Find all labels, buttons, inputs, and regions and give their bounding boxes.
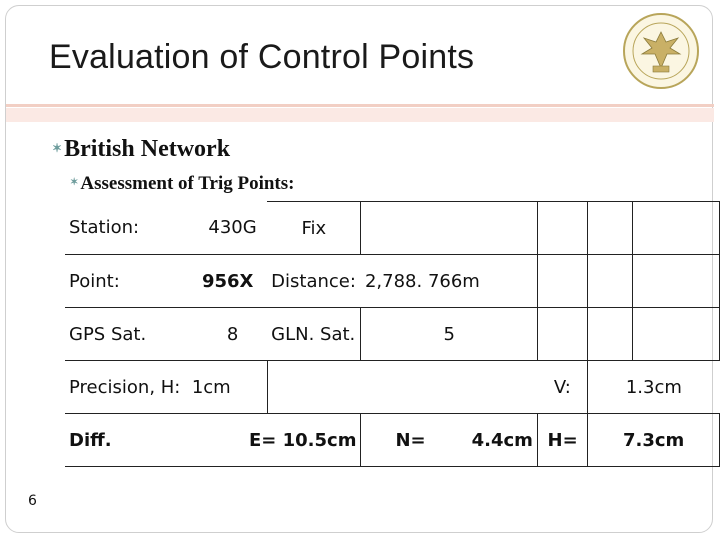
station-fix: Fix bbox=[267, 202, 361, 255]
table-row bbox=[65, 414, 720, 467]
point-value: 956X bbox=[198, 255, 267, 308]
station-value: 430G bbox=[208, 217, 257, 239]
table-row bbox=[65, 255, 720, 308]
bullet-arrow-icon: ✶ bbox=[52, 140, 63, 155]
diff-h-value: 7.3cm bbox=[588, 414, 720, 467]
precision-v-label: V: bbox=[537, 361, 587, 414]
diff-n-value: 4.4cm bbox=[471, 429, 533, 451]
title-divider bbox=[6, 104, 714, 107]
university-seal-logo bbox=[622, 12, 700, 90]
bullet-level1 bbox=[52, 136, 230, 163]
gps-sat-value: 8 bbox=[198, 308, 267, 361]
bullet-level2-text: Assessment of Trig Points: bbox=[80, 173, 295, 194]
gln-sat-label: GLN. Sat. bbox=[267, 308, 361, 361]
table-row bbox=[65, 361, 720, 414]
trig-point-table bbox=[65, 201, 720, 467]
distance-label: Distance: bbox=[267, 255, 361, 308]
diff-e-value: E= 10.5cm bbox=[198, 414, 361, 467]
table-row bbox=[65, 308, 720, 361]
bullet-level2 bbox=[70, 173, 294, 195]
bullet-arrow-icon: ✶ bbox=[70, 177, 79, 189]
gps-sat-label: GPS Sat. bbox=[65, 308, 198, 361]
slide-title: Evaluation of Control Points bbox=[49, 38, 475, 76]
precision-cell bbox=[65, 361, 267, 414]
table-row bbox=[65, 202, 720, 255]
point-label: Point: bbox=[65, 255, 198, 308]
diff-h-label: H= bbox=[537, 414, 587, 467]
station-label: Station: bbox=[69, 217, 140, 239]
page-number: 6 bbox=[28, 493, 37, 509]
title-divider-shadow bbox=[6, 108, 714, 122]
distance-value: 2,788. 766m bbox=[361, 255, 537, 308]
precision-label: Precision, H: bbox=[69, 376, 181, 398]
precision-v-value: 1.3cm bbox=[588, 361, 720, 414]
precision-h-value: 1cm bbox=[191, 376, 231, 398]
diff-label: Diff. bbox=[65, 414, 198, 467]
gln-sat-value: 5 bbox=[361, 308, 537, 361]
bullet-level1-text: British Network bbox=[64, 136, 231, 162]
diff-n-label: N= bbox=[395, 429, 426, 451]
